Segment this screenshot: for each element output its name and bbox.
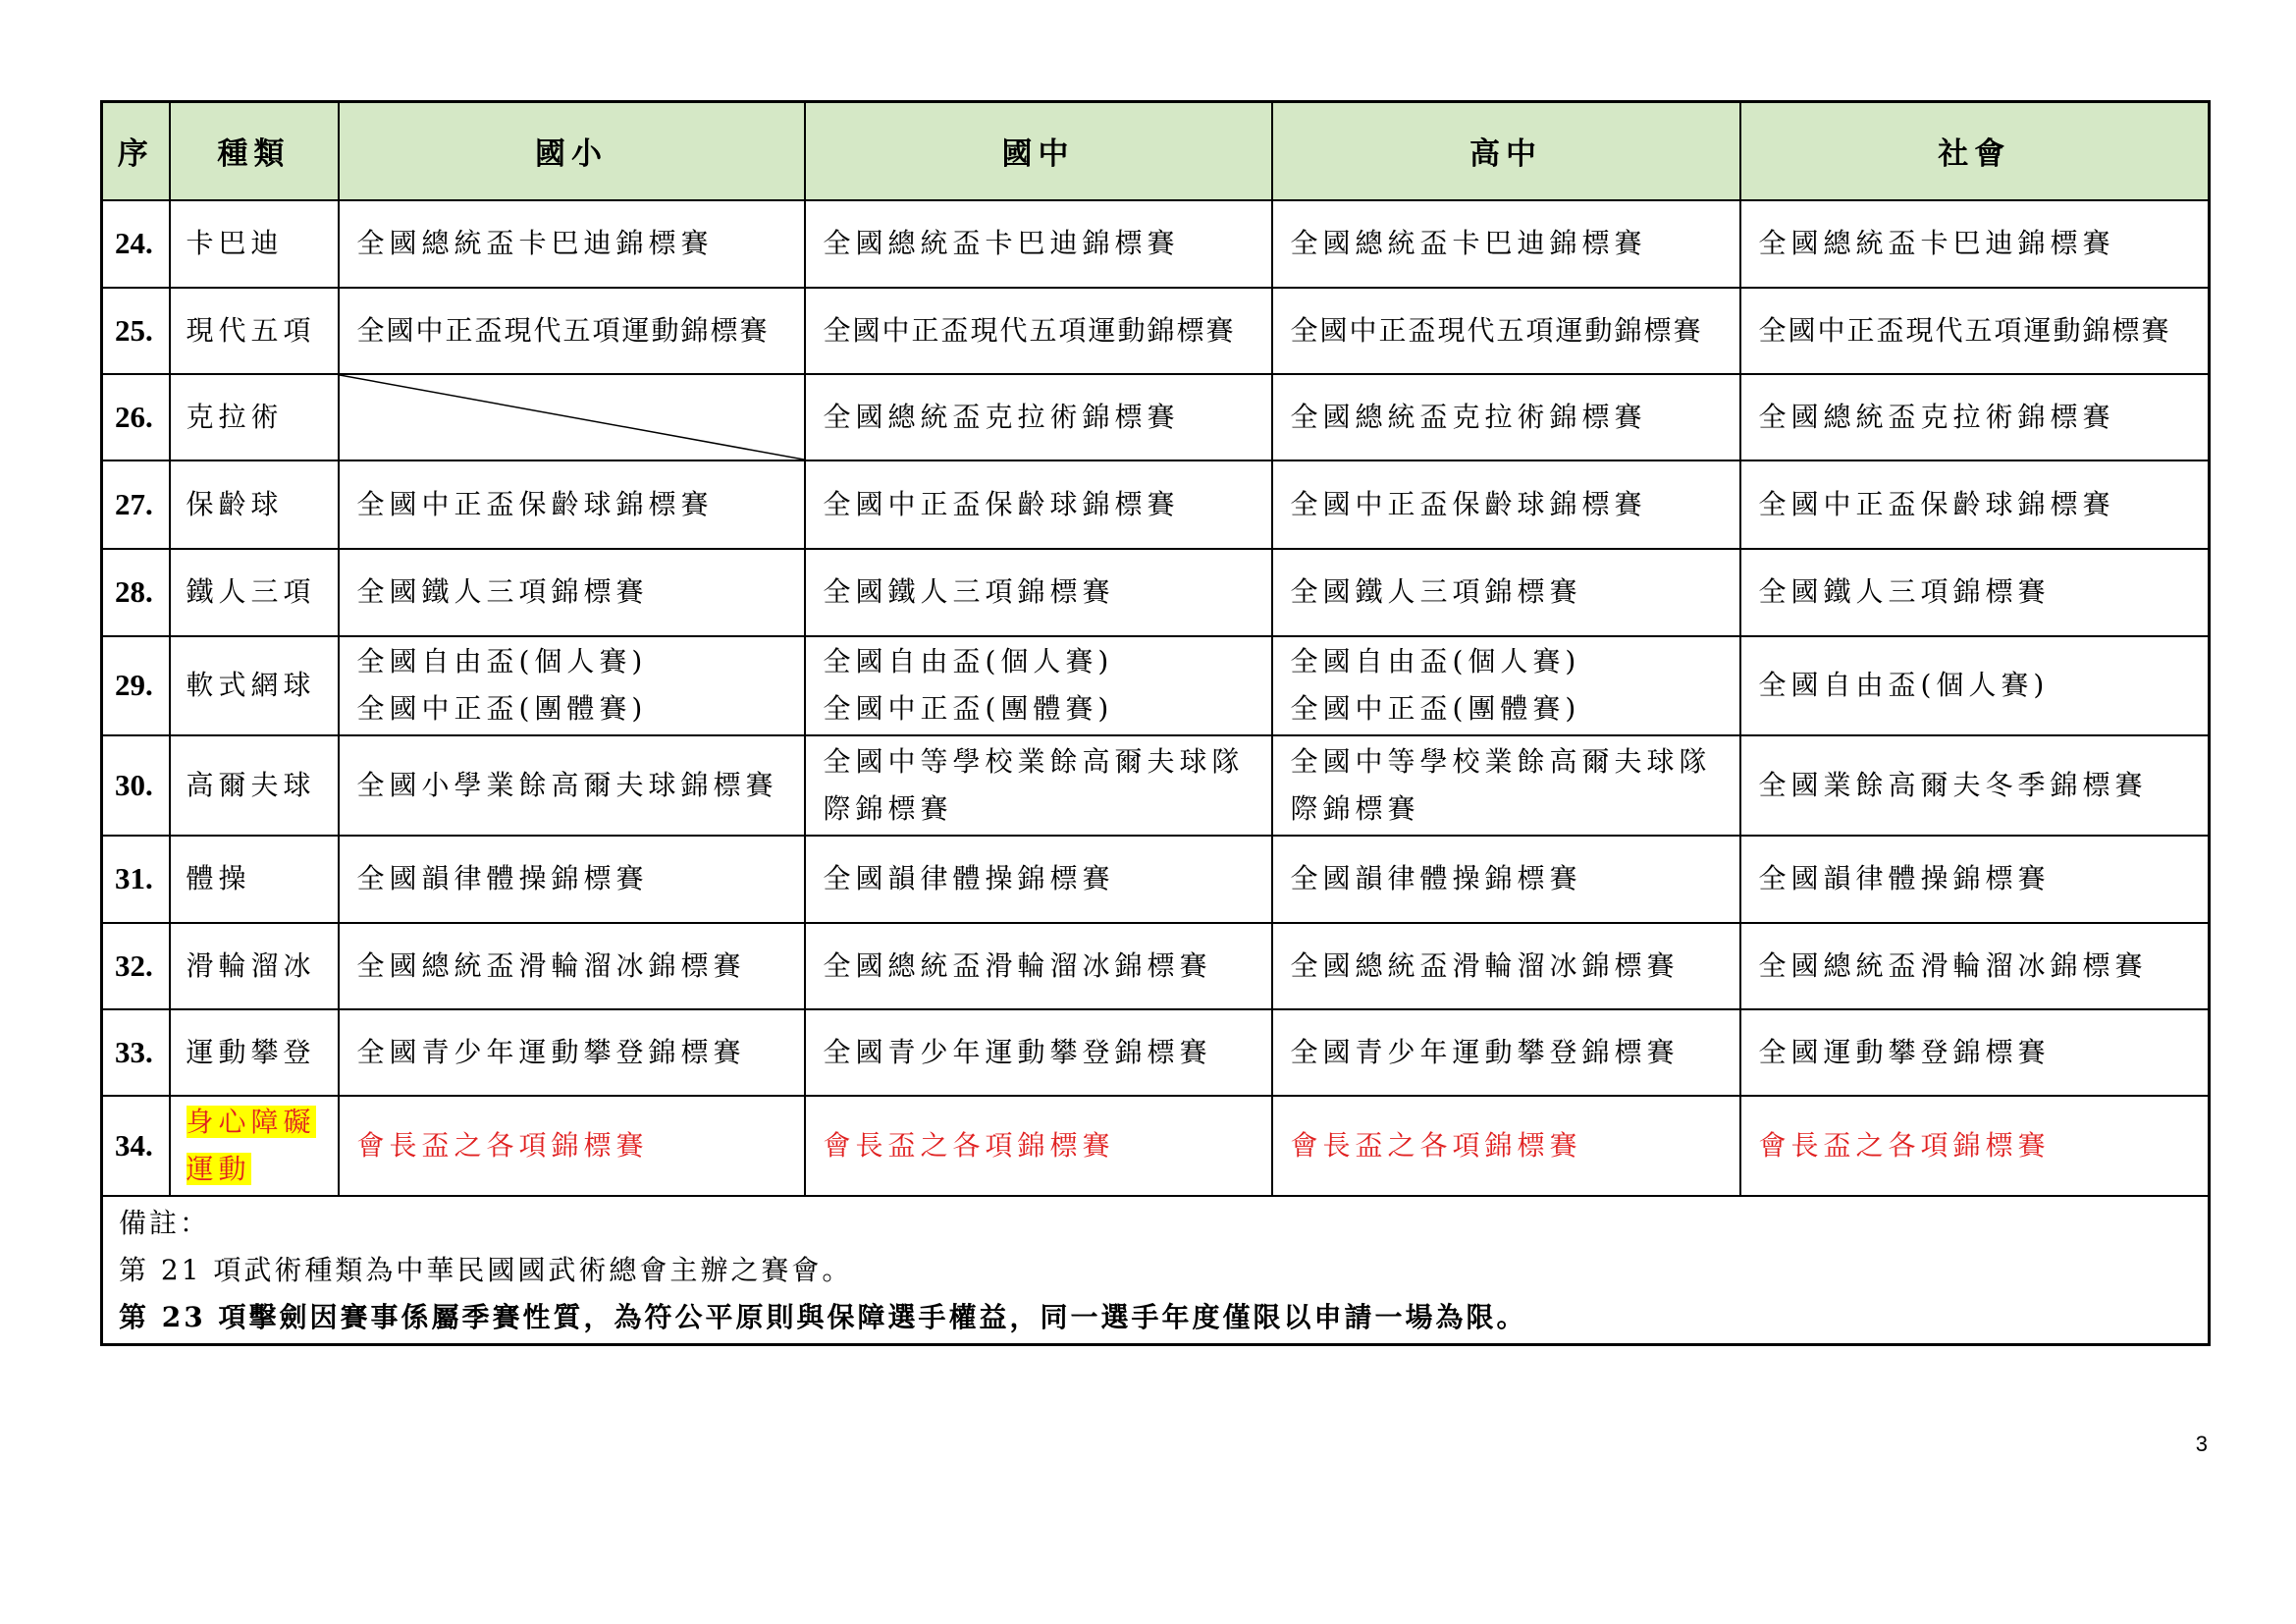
- event-line: 全國自由盃(個人賽): [356, 645, 648, 677]
- senior-high-event: 全國中正盃保齡球錦標賽: [1272, 460, 1740, 549]
- senior-high-event: 全國中正盃現代五項運動錦標賽: [1272, 288, 1740, 374]
- row-number: 26.: [102, 374, 170, 460]
- header-senior-high: 高中: [1272, 102, 1740, 200]
- junior-high-event: 全國總統盃滑輪溜冰錦標賽: [805, 923, 1272, 1009]
- sport-category: 滑輪溜冰: [170, 923, 339, 1009]
- society-event: 會長盃之各項錦標賽: [1740, 1096, 2210, 1196]
- sport-category: 高爾夫球: [170, 735, 339, 836]
- senior-high-event: 全國鐵人三項錦標賽: [1272, 549, 1740, 636]
- senior-high-event: 全國總統盃滑輪溜冰錦標賽: [1272, 923, 1740, 1009]
- society-event: 全國運動攀登錦標賽: [1740, 1009, 2210, 1096]
- sport-category: 保齡球: [170, 460, 339, 549]
- junior-high-event: 全國總統盃克拉術錦標賽: [805, 374, 1272, 460]
- row-number: 25.: [102, 288, 170, 374]
- remarks-row: [102, 1196, 2210, 1345]
- elementary-event: 全國小學業餘高爾夫球錦標賽: [339, 735, 805, 836]
- event-line: 全國中正盃(團體賽): [356, 692, 648, 725]
- diagonal-slash-line: [340, 375, 804, 460]
- society-event: 全國中正盃保齡球錦標賽: [1740, 460, 2210, 549]
- sport-category: 現代五項: [170, 288, 339, 374]
- elementary-event: 全國青少年運動攀登錦標賽: [339, 1009, 805, 1096]
- sport-category: [170, 1096, 339, 1196]
- senior-high-event: 全國韻律體操錦標賽: [1272, 836, 1740, 923]
- competition-table: [100, 100, 2211, 1346]
- event-line: 全國中正盃(團體賽): [1290, 692, 1581, 725]
- table-row: [102, 735, 2210, 836]
- society-event: 全國鐵人三項錦標賽: [1740, 549, 2210, 636]
- header-seq: 序: [102, 102, 170, 200]
- row-number: 33.: [102, 1009, 170, 1096]
- junior-high-event: 全國中正盃現代五項運動錦標賽: [805, 288, 1272, 374]
- senior-high-event: 會長盃之各項錦標賽: [1272, 1096, 1740, 1196]
- elementary-event: 全國韻律體操錦標賽: [339, 836, 805, 923]
- sport-category: 軟式網球: [170, 636, 339, 735]
- table-row: [102, 923, 2210, 1009]
- society-event: 全國總統盃克拉術錦標賽: [1740, 374, 2210, 460]
- table-row: [102, 288, 2210, 374]
- table-row: [102, 1009, 2210, 1096]
- header-junior-high: 國中: [805, 102, 1272, 200]
- highlighted-category: 身心障礙運動: [186, 1105, 316, 1185]
- row-number: 31.: [102, 836, 170, 923]
- remarks: [102, 1196, 2210, 1345]
- elementary-event: 全國總統盃卡巴迪錦標賽: [339, 200, 805, 288]
- sport-category: 運動攀登: [170, 1009, 339, 1096]
- table-row: [102, 836, 2210, 923]
- senior-high-event: [1272, 636, 1740, 735]
- society-event: 全國業餘高爾夫冬季錦標賽: [1740, 735, 2210, 836]
- society-event: [1740, 636, 2210, 735]
- junior-high-event: 全國韻律體操錦標賽: [805, 836, 1272, 923]
- table-row: [102, 460, 2210, 549]
- table-row: [102, 549, 2210, 636]
- senior-high-event: 全國中等學校業餘高爾夫球隊際錦標賽: [1272, 735, 1740, 836]
- sport-category: 克拉術: [170, 374, 339, 460]
- junior-high-event: 全國青少年運動攀登錦標賽: [805, 1009, 1272, 1096]
- table-row: [102, 1096, 2210, 1196]
- table-row: [102, 374, 2210, 460]
- sport-category: 卡巴迪: [170, 200, 339, 288]
- society-event: 全國韻律體操錦標賽: [1740, 836, 2210, 923]
- junior-high-event: [805, 636, 1272, 735]
- event-line: 全國中正盃(團體賽): [823, 692, 1114, 725]
- event-line: 全國自由盃(個人賽): [823, 645, 1114, 677]
- sport-category: 體操: [170, 836, 339, 923]
- row-number: 28.: [102, 549, 170, 636]
- elementary-event: 全國總統盃滑輪溜冰錦標賽: [339, 923, 805, 1009]
- junior-high-event: 全國總統盃卡巴迪錦標賽: [805, 200, 1272, 288]
- row-number: 30.: [102, 735, 170, 836]
- elementary-event: [339, 636, 805, 735]
- row-number: 34.: [102, 1096, 170, 1196]
- table-row: [102, 200, 2210, 288]
- junior-high-event: 全國中等學校業餘高爾夫球隊際錦標賽: [805, 735, 1272, 836]
- page-number: 3: [2195, 1432, 2208, 1456]
- sport-category: 鐵人三項: [170, 549, 339, 636]
- header-category: 種類: [170, 102, 339, 200]
- row-number: 32.: [102, 923, 170, 1009]
- elementary-event: 全國鐵人三項錦標賽: [339, 549, 805, 636]
- header-elementary: 國小: [339, 102, 805, 200]
- society-event: 全國總統盃卡巴迪錦標賽: [1740, 200, 2210, 288]
- society-event: 全國中正盃現代五項運動錦標賽: [1740, 288, 2210, 374]
- senior-high-event: 全國青少年運動攀登錦標賽: [1272, 1009, 1740, 1096]
- row-number: 24.: [102, 200, 170, 288]
- remark-item: 第 21 項武術種類為中華民國國武術總會主辦之賽會。: [119, 1254, 853, 1287]
- junior-high-event: 全國中正盃保齡球錦標賽: [805, 460, 1272, 549]
- header-row: [102, 102, 2210, 200]
- header-society: 社會: [1740, 102, 2210, 200]
- elementary-event: 全國中正盃保齡球錦標賽: [339, 460, 805, 549]
- senior-high-event: 全國總統盃卡巴迪錦標賽: [1272, 200, 1740, 288]
- elementary-event: 會長盃之各項錦標賽: [339, 1096, 805, 1196]
- row-number: 27.: [102, 460, 170, 549]
- event-line: 全國自由盃(個人賽): [1758, 669, 2050, 701]
- senior-high-event: 全國總統盃克拉術錦標賽: [1272, 374, 1740, 460]
- row-number: 29.: [102, 636, 170, 735]
- junior-high-event: 會長盃之各項錦標賽: [805, 1096, 1272, 1196]
- society-event: 全國總統盃滑輪溜冰錦標賽: [1740, 923, 2210, 1009]
- remark-item: 第 23 項擊劍因賽事係屬季賽性質，為符公平原則與保障選手權益，同一選手年度僅限以申請一場為限。: [119, 1301, 1527, 1334]
- remarks-heading: 備註：: [119, 1207, 211, 1240]
- table-row: [102, 636, 2210, 735]
- junior-high-event: 全國鐵人三項錦標賽: [805, 549, 1272, 636]
- event-line: 全國自由盃(個人賽): [1290, 645, 1581, 677]
- elementary-event: 全國中正盃現代五項運動錦標賽: [339, 288, 805, 374]
- empty-cell-diagonal: [339, 374, 805, 460]
